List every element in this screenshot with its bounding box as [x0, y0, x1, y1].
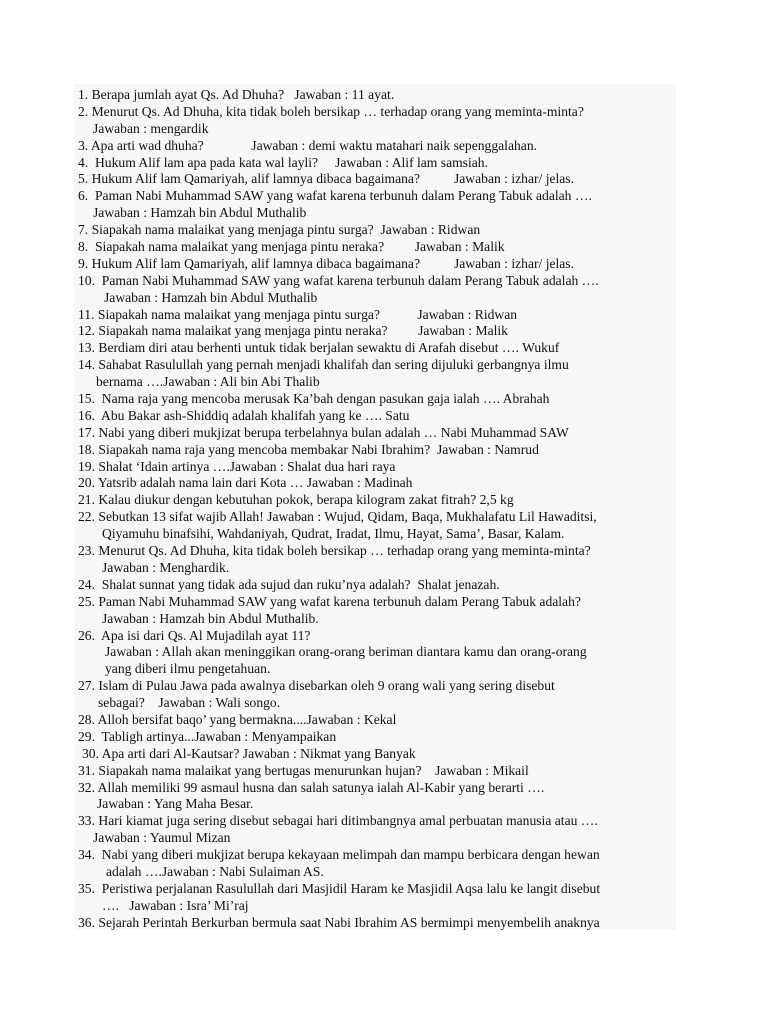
answer-line: Jawaban : Hamzah bin Abdul Muthalib — [93, 205, 307, 221]
answer-line: Jawaban : Allah akan meninggikan orang-orang beriman diantara kamu dan orang-orang — [105, 644, 587, 660]
question-list — [78, 87, 688, 932]
question-line: 34. Nabi yang diberi mukjizat berupa kekayaan melimpah dan mampu berbicara dengan hewan — [78, 847, 600, 863]
question-line: 12. Siapakah nama malaikat yang menjaga pintu neraka? Jawaban : Malik — [78, 323, 508, 339]
answer-line: Jawaban : mengardik — [93, 120, 209, 136]
question-line: 14. Sahabat Rasulullah yang pernah menjadi khalifah dan sering dijuluki gerbangnya ilmu — [78, 357, 569, 373]
question-line: 25. Paman Nabi Muhammad SAW yang wafat karena terbunuh dalam Perang Tabuk adalah? — [78, 593, 581, 609]
question-line: 36. Sejarah Perintah Berkurban bermula saat Nabi Ibrahim AS bermimpi menyembelih anaknya — [78, 914, 600, 930]
question-line: 24. Shalat sunnat yang tidak ada sujud dan ruku’nya adalah? Shalat jenazah. — [78, 576, 500, 592]
answer-line: bernama ….Jawaban : Ali bin Abi Thalib — [96, 374, 320, 390]
question-line: 10. Paman Nabi Muhammad SAW yang wafat karena terbunuh dalam Perang Tabuk adalah …. — [78, 272, 599, 288]
question-line: 4. Hukum Alif lam apa pada kata wal layli? Jawaban : Alif lam samsiah. — [78, 154, 488, 170]
question-line: 22. Sebutkan 13 sifat wajib Allah! Jawaban : Wujud, Qidam, Baqa, Mukhalafatu Lil Hawaditsi, — [78, 509, 597, 525]
question-line: 26. Apa isi dari Qs. Al Mujadilah ayat 11? — [78, 627, 311, 643]
question-line: 33. Hari kiamat juga sering disebut sebagai hari ditimbangnya amal perbuatan manusia atau …. — [78, 813, 598, 829]
answer-line: Qiyamuhu binafsihi, Wahdaniyah, Qudrat, Iradat, Ilmu, Hayat, Sama’, Basar, Kalam. — [102, 526, 565, 542]
question-line: 31. Siapakah nama malaikat yang bertugas menurunkan hujan? Jawaban : Mikail — [78, 762, 529, 778]
question-line: 8. Siapakah nama malaikat yang menjaga pintu neraka? Jawaban : Malik — [78, 239, 505, 255]
question-line: 16. Abu Bakar ash-Shiddiq adalah khalifah yang ke …. Satu — [78, 407, 410, 423]
question-line: 13. Berdiam diri atau berhenti untuk tidak berjalan sewaktu di Arafah disebut …. Wukuf — [78, 340, 560, 356]
question-line: 18. Siapakah nama raja yang mencoba membakar Nabi Ibrahim? Jawaban : Namrud — [78, 441, 539, 457]
question-line: 20. Yatsrib adalah nama lain dari Kota … Jawaban : Madinah — [78, 475, 413, 491]
question-line: 2. Menurut Qs. Ad Dhuha, kita tidak boleh bersikap … terhadap orang yang meminta-minta? — [78, 103, 584, 119]
question-line: 9. Hukum Alif lam Qamariyah, alif lamnya dibaca bagaimana? Jawaban : izhar/ jelas. — [78, 255, 574, 271]
question-line: 17. Nabi yang diberi mukjizat berupa terbelahnya bulan adalah … Nabi Muhammad SAW — [78, 424, 569, 440]
question-line: 6. Paman Nabi Muhammad SAW yang wafat karena terbunuh dalam Perang Tabuk adalah …. — [78, 188, 592, 204]
question-line: 5. Hukum Alif lam Qamariyah, alif lamnya dibaca bagaimana? Jawaban : izhar/ jelas. — [78, 171, 574, 187]
answer-line: Jawaban : Hamzah bin Abdul Muthalib. — [102, 610, 319, 626]
answer-line: Jawaban : Yang Maha Besar. — [97, 796, 254, 812]
question-line: 28. Alloh bersifat baqo’ yang bermakna....Jawaban : Kekal — [78, 711, 397, 727]
question-line: 21. Kalau diukur dengan kebutuhan pokok, berapa kilogram zakat fitrah? 2,5 kg — [78, 492, 514, 508]
question-line: 32. Allah memiliki 99 asmaul husna dan salah satunya ialah Al-Kabir yang berarti …. — [78, 779, 545, 795]
answer-line: 30. Apa arti dari Al-Kautsar? Jawaban : Nikmat yang Banyak — [82, 745, 416, 761]
answer-line: Jawaban : Hamzah bin Abdul Muthalib — [104, 289, 318, 305]
answer-line: adalah ….Jawaban : Nabi Sulaiman AS. — [106, 863, 324, 879]
question-line: 29. Tabligh artinya...Jawaban : Menyampaikan — [78, 728, 337, 744]
answer-line: sebagai? Jawaban : Wali songo. — [98, 695, 281, 711]
question-line: 1. Berapa jumlah ayat Qs. Ad Dhuha? Jawaban : 11 ayat. — [78, 87, 395, 102]
question-line: 3. Apa arti wad dhuha? Jawaban : demi waktu matahari naik sepenggalahan. — [78, 137, 538, 153]
answer-line: yang diberi ilmu pengetahuan. — [105, 661, 271, 677]
answer-line: …. Jawaban : Isra’ Mi’raj — [102, 897, 249, 913]
question-line: 35. Peristiwa perjalanan Rasulullah dari Masjidil Haram ke Masjidil Aqsa lalu ke langit disebut — [78, 880, 601, 896]
question-line: 7. Siapakah nama malaikat yang menjaga pintu surga? Jawaban : Ridwan — [78, 222, 481, 238]
question-line: 19. Shalat ‘Idain artinya ….Jawaban : Shalat dua hari raya — [78, 458, 396, 474]
answer-line: Jawaban : Menghardik. — [102, 559, 230, 575]
question-line: 27. Islam di Pulau Jawa pada awalnya disebarkan oleh 9 orang wali yang sering disebut — [78, 678, 555, 694]
question-line: 11. Siapakah nama malaikat yang menjaga pintu surga? Jawaban : Ridwan — [78, 306, 518, 322]
question-line: 23. Menurut Qs. Ad Dhuha, kita tidak boleh bersikap … terhadap orang yang meminta-minta? — [78, 543, 591, 559]
question-line: 15. Nama raja yang mencoba merusak Ka’bah dengan pasukan gaja ialah …. Abrahah — [78, 391, 550, 407]
answer-line: Jawaban : Yaumul Mizan — [93, 830, 231, 846]
